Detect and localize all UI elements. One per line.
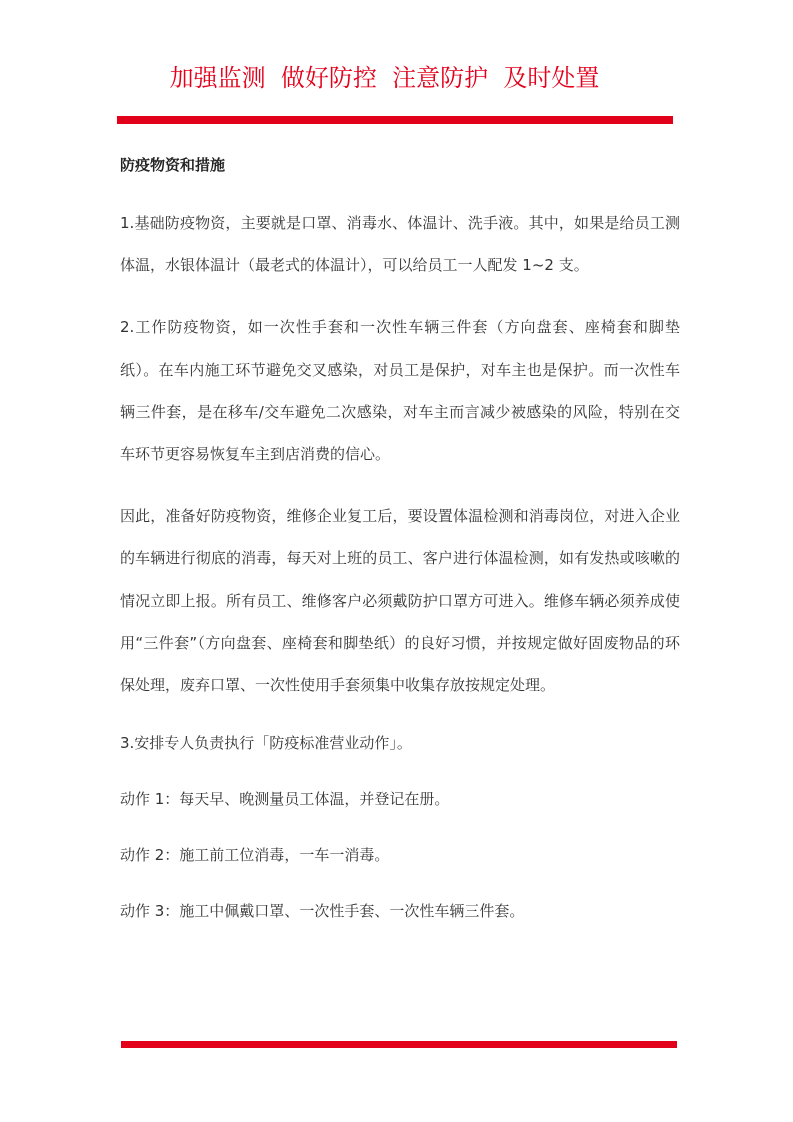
list-item-action-2: 动作 2：施工前工位消毒，一车一消毒。: [120, 846, 390, 865]
article-body: [120, 148, 680, 950]
paragraph-measures: 因此，准备好防疫物资，维修企业复工后，要设置体温检测和消毒岗位，对进入企业的车辆进行彻底的消毒，每天对上班的员工、客户进行体温检测，如有发热或咳嗽的情况立即上报。所有员工、维修客户必须戴防护口罩方可进入。维修车辆必须养成使用“三件套”（方向盘套、座椅套和脚垫纸）的良好习惯，并按规定做好固废物品的环保处理，废弃口罩、一次性使用手套须集中收集存放按规定处理。: [120, 507, 680, 695]
paragraph-work-supplies: 2.工作防疫物资，如一次性手套和一次性车辆三件套（方向盘套、座椅套和脚垫纸）。在车内施工环节避免交叉感染，对员工是保护，对车主也是保护。而一次性车辆三件套，是在移车/交车避免二次感染，对车主而言减少被感染的风险，特别在交车环节更容易恢复车主到店消费的信心。: [120, 318, 680, 464]
list-item-assign-staff: 3.安排专人负责执行「防疫标准营业动作」。: [120, 734, 412, 753]
top-divider: [117, 116, 673, 124]
list-item-action-1: 动作 1：每天早、晚测量员工体温，并登记在册。: [120, 790, 450, 809]
paragraph-basic-supplies: 1.基础防疫物资，主要就是口罩、消毒水、体温计、洗手液。其中，如果是给员工测体温，水银体温计（最老式的体温计），可以给员工一人配发 1~2 支。: [120, 214, 680, 275]
section-heading: 防疫物资和措施: [120, 156, 226, 174]
list-item-action-3: 动作 3：施工中佩戴口罩、一次性手套、一次性车辆三件套。: [120, 902, 525, 921]
page-title: 加强监测 做好防控 注意防护 及时处置: [169, 64, 600, 92]
bottom-divider: [121, 1041, 677, 1048]
